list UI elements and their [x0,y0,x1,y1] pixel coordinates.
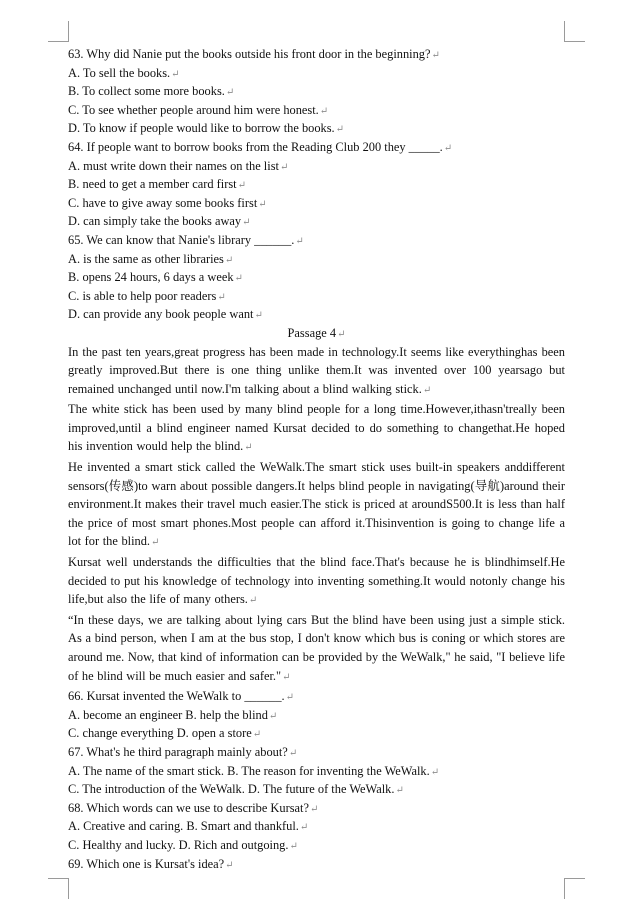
document-page [68,45,565,873]
crop-mark-top-left [48,21,69,42]
paragraph-mark-icon: ↵ [252,729,262,741]
paragraph-mark-icon: ↵ [422,384,432,396]
question-65-stem: 65. We can know that Nanie's library ______.↵ [68,232,304,247]
paragraph-mark-icon: ↵ [224,254,234,266]
paragraph-mark-icon: ↵ [285,692,295,704]
question-63-stem: 63. Why did Nanie put the books outside his front door in the beginning?↵ [68,47,440,61]
question-67-stem: 67. What's he third paragraph mainly about?↵ [68,744,298,759]
passage-title: Passage 4↵ [287,325,346,340]
crop-mark-bottom-left [48,878,69,899]
paragraph-mark-icon: ↵ [234,273,243,285]
paragraph-mark-icon: ↵ [282,671,291,683]
question-66-stem: 66. Kursat invented the WeWalk to ______.↵ [68,689,295,704]
paragraph-mark-icon: ↵ [319,105,329,117]
paragraph-mark-icon: ↵ [151,537,160,549]
paragraph-mark-icon: ↵ [443,142,453,154]
crop-mark-bottom-right [564,878,585,899]
paragraph-mark-icon: ↵ [268,710,278,722]
question-68-options-ab: A. Creative and caring. B. Smart and thankful.↵ [68,819,309,834]
paragraph-mark-icon: ↵ [299,822,309,834]
passage-paragraph: Kursat well understands the difficulties that the blind face.That's because he is blindhimself.He decided to put his knowledge of technology into inventing something.It would notonly change his life,but also the life of many others.↵ [68,555,565,607]
paragraph-mark-icon: ↵ [254,310,263,322]
paragraph-mark-icon: ↵ [244,442,253,454]
question-64-stem: 64. If people want to borrow books from the Reading Club 200 they _____.↵ [68,139,453,154]
crop-mark-top-right [564,21,585,42]
passage-paragraph: The white stick has been used by many blind people for a long time.However,ithasn'treally been improved,until a blind engineer named Kursat decided to do something to changethat.He hoped his invention would help the blind.↵ [68,402,565,454]
paragraph-mark-icon: ↵ [295,235,304,247]
paragraph-mark-icon: ↵ [225,87,235,99]
paragraph-mark-icon: ↵ [288,747,298,759]
question-63-option-a: A. To sell the books.↵ [68,65,180,80]
passage-paragraph: He invented a smart stick called the WeWalk.The smart stick uses built-in speakers anddifferent sensors(传感)to warn about possible dangers.It helps blind people in navigating(导航)around their environment.It makes their travel much easier.The stick is priced at aroundS500.It is less than half the price of most smart phones.Most people can afford it.Thisinvention is going to change life a lot for the blind.↵ [68,460,565,549]
question-64-option-c: C. have to give away some books first↵ [68,195,267,210]
question-66-options-cd: C. change everything D. open a store↵ [68,726,262,741]
paragraph-mark-icon: ↵ [309,803,319,815]
passage-body [68,343,565,688]
paragraph-mark-icon: ↵ [171,68,180,80]
question-67-options-ab: A. The name of the smart stick. B. The reason for inventing the WeWalk.↵ [68,763,440,778]
paragraph-mark-icon: ↵ [289,840,298,852]
paragraph-mark-icon: ↵ [337,328,346,340]
question-65-option-a: A. is the same as other libraries↵ [68,251,234,266]
question-67-options-cd: C. The introduction of the WeWalk. D. The future of the WeWalk.↵ [68,782,404,797]
paragraph-mark-icon: ↵ [431,50,440,61]
paragraph-mark-icon: ↵ [217,291,226,303]
question-64-option-a: A. must write down their names on the list↵ [68,158,289,173]
paragraph-mark-icon: ↵ [430,766,440,778]
passage-paragraph: In the past ten years,great progress has been made in technology.It seems like everythinghas been greatly improved.But there is one thing unlike them.It was invented over 100 yearsago but remained unchanged until now.I'm talking about a blind walking stick.↵ [68,344,565,396]
question-69-stem: 69. Which one is Kursat's idea?↵ [68,856,234,871]
paragraph-mark-icon: ↵ [248,595,258,607]
question-64-option-d: D. can simply take the books away↵ [68,214,251,229]
paragraph-mark-icon: ↵ [395,785,404,797]
question-66-options-ab: A. become an engineer B. help the blind↵ [68,707,278,722]
paragraph-mark-icon: ↵ [335,124,345,136]
question-68-options-cd: C. Healthy and lucky. D. Rich and outgoing.↵ [68,837,298,852]
question-65-option-d: D. can provide any book people want↵ [68,307,263,322]
question-65-option-b: B. opens 24 hours, 6 days a week↵ [68,270,243,285]
question-68-stem: 68. Which words can we use to describe Kursat?↵ [68,800,319,815]
question-63-option-d: D. To know if people would like to borrow the books.↵ [68,121,345,136]
paragraph-mark-icon: ↵ [225,859,234,871]
paragraph-mark-icon: ↵ [258,198,267,210]
question-63-option-b: B. To collect some more books.↵ [68,84,235,99]
passage-paragraph: “In these days, we are talking about lying cars But the blind have been using just a simple stick. As a bind person, when I am at the bus stop, I don't know which bus is coning or which stores are around me. Now, that kind of information can be provided by the WeWalk," he said, "I believe life of he blind will be much easier and safer."↵ [68,612,565,683]
question-65-option-c: C. is able to help poor readers↵ [68,288,226,303]
paragraph-mark-icon: ↵ [242,217,251,229]
question-64-option-b: B. need to get a member card first↵ [68,177,246,192]
question-63-option-c: C. To see whether people around him were honest.↵ [68,102,329,117]
paragraph-mark-icon: ↵ [279,161,289,173]
paragraph-mark-icon: ↵ [237,180,246,192]
